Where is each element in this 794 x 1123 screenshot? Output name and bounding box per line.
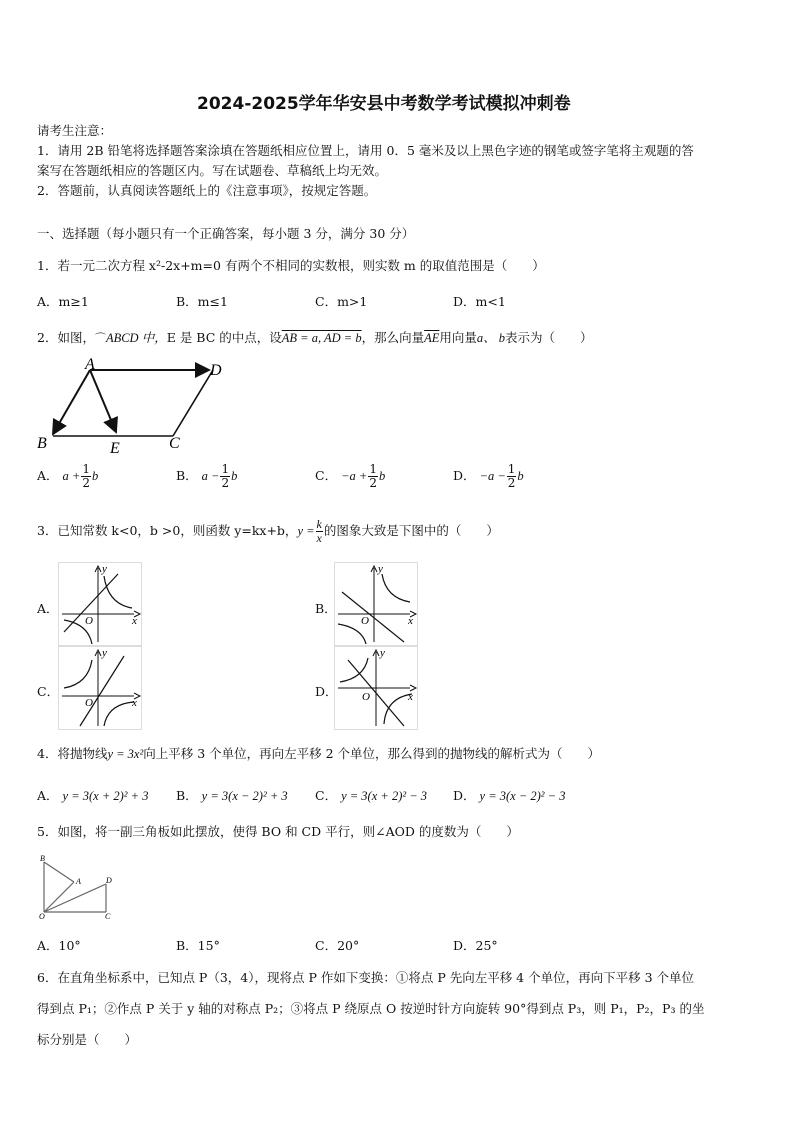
q5-label-o: O: [39, 912, 45, 920]
q5-stem: 5．如图，将一副三角板如此摆放，使得 BO 和 CD 平行，则∠AOD 的度数为（ ）: [37, 824, 519, 839]
q2-parallelogram-figure: [33, 356, 233, 456]
q5-label-d: D: [106, 876, 112, 885]
label-a: A: [85, 356, 95, 373]
q4-stem: [37, 744, 600, 762]
q2-option-a-num: 1: [82, 462, 90, 476]
q5-option-d[interactable]: D．25°: [453, 938, 498, 953]
q2-option-b-den: 2: [221, 476, 230, 490]
q2-option-b-post: b: [231, 469, 238, 483]
q2-stem-part5: 用向量: [439, 330, 477, 345]
q5-label-b: B: [40, 854, 45, 863]
q2-option-a-den: 2: [82, 476, 90, 490]
q4-option-c-label: C．: [315, 788, 338, 803]
q2-option-a-label: A．: [37, 468, 59, 483]
q2-option-d-num: 1: [507, 462, 516, 476]
q5-label-c: C: [105, 912, 111, 920]
q2-stem-part4: ，那么向量: [361, 330, 425, 345]
q3-stem-part1: 3．已知常数 k<0，b >0，则函数 y=kx+b，: [37, 523, 298, 538]
q1-stem: 1．若一元二次方程 x²-2x+m=0 有两个不相同的实数根，则实数 m 的取值范围是（ ）: [37, 258, 545, 273]
q6-line1: 6．在直角坐标系中，已知点 P（3，4），现将点 P 作如下变换：①将点 P 先向左平移 4 个单位，再向下平移 3 个单位: [37, 970, 695, 985]
q3-stem-num: k: [316, 517, 322, 531]
label-b: B: [37, 435, 47, 452]
q2-vector-ae: $\overline{AE}$: [424, 331, 440, 345]
q2-option-d[interactable]: [453, 463, 524, 490]
q2-option-d-post: b: [517, 469, 524, 483]
q3-stem-y: y =: [297, 524, 315, 538]
notice-line1b: 案写在答题纸相应的答题区内。写在试题卷、草稿纸上均无效。: [37, 163, 388, 178]
q2-option-c-den: 2: [369, 476, 377, 490]
q2-option-c[interactable]: [315, 463, 385, 490]
q4-stem-part1: 4．将抛物线: [37, 746, 108, 761]
label-c: C: [169, 435, 180, 452]
notice-heading: 请考生注意：: [37, 123, 113, 138]
q3-c-y-label: y: [102, 647, 107, 659]
q2-stem-part2: ABCD 中，: [105, 331, 167, 345]
q3-d-y-label: y: [380, 647, 385, 659]
q4-option-d-expr: y = 3(x − 2)² − 3: [479, 789, 566, 803]
label-d: D: [210, 362, 222, 379]
q2-option-c-num: 1: [369, 462, 377, 476]
q3-b-origin: O: [361, 615, 369, 627]
q1-option-a[interactable]: A．m≥1: [37, 294, 89, 309]
q3-c-x-label: x: [132, 697, 137, 709]
q4-option-b-label: B．: [176, 788, 198, 803]
q2-option-a-post: b: [91, 469, 99, 483]
q3-option-c[interactable]: C．: [37, 684, 60, 699]
q2-option-d-label: D．: [453, 468, 476, 483]
q5-label-a: A: [76, 877, 81, 886]
q3-option-b[interactable]: B．: [315, 601, 337, 616]
notice-line1a: 1．请用 2B 铅笔将选择题答案涂填在答题纸相应位置上，请用 0．5 毫米及以上黑色字迹的钢笔或签字笔将主观题的答: [37, 143, 694, 158]
q5-option-a[interactable]: A．10°: [37, 938, 81, 953]
q2-stem-part6: 表示为（ ）: [505, 330, 593, 345]
q2-option-b[interactable]: [176, 463, 237, 490]
q1-option-d[interactable]: D．m<1: [453, 294, 506, 309]
notice-line2: 2．答题前，认真阅读答题纸上的《注意事项》，按规定答题。: [37, 183, 377, 198]
q2-option-a-pre: a +: [62, 469, 81, 483]
q2-option-b-num: 1: [221, 462, 230, 476]
q3-d-origin: O: [362, 691, 370, 703]
q2-option-c-label: C．: [315, 468, 338, 483]
q3-b-x-label: x: [408, 615, 413, 627]
q2-option-d-pre: −a −: [479, 469, 506, 483]
q4-option-c[interactable]: [315, 786, 427, 804]
q3-graph-d[interactable]: [334, 646, 418, 730]
q4-option-b-expr: y = 3(x − 2)² + 3: [201, 789, 288, 803]
q6-line3: 标分别是（ ）: [37, 1032, 138, 1047]
q3-stem-part2: 的图象大致是下图中的（ ）: [323, 523, 499, 538]
q3-stem: [37, 518, 499, 545]
section-heading: 一、选择题（每小题只有一个正确答案，每小题 3 分，满分 30 分）: [37, 226, 415, 241]
segment-cd: [173, 370, 213, 436]
q3-graph-b[interactable]: [334, 562, 418, 646]
q3-d-x-label: x: [408, 691, 413, 703]
q5-option-b[interactable]: B．15°: [176, 938, 220, 953]
q4-stem-part2: 向上平移 3 个单位，再向左平移 2 个单位，那么得到的抛物线的解析式为（ ）: [143, 746, 601, 761]
q3-a-x-label: x: [132, 615, 137, 627]
q3-option-d[interactable]: D．: [315, 684, 338, 699]
q2-option-c-pre: −a +: [341, 469, 368, 483]
q4-option-c-expr: y = 3(x + 2)² − 3: [341, 789, 428, 803]
q3-stem-den: x: [316, 531, 322, 545]
q2-option-b-label: B．: [176, 468, 198, 483]
q1-option-b[interactable]: B．m≤1: [176, 294, 228, 309]
q2-stem-part3: E 是 BC 的中点，设: [166, 330, 282, 345]
q4-option-a[interactable]: [37, 786, 149, 804]
q2-stem: 2．如图，⌒ABCD 中，E 是 BC 的中点，设AB = a, AD = b，那么向量$\overline{AE}$用向量a、 b表示为（ ）: [37, 330, 593, 345]
vector-ab: [53, 370, 90, 434]
q3-graph-c[interactable]: [58, 646, 142, 730]
q3-option-a[interactable]: A．: [37, 601, 59, 616]
q6-line2: 得到点 P₁；②作点 P 关于 y 轴的对称点 P₂；③将点 P 绕原点 O 按逆时针方向旋转 90°得到点 P₃，则 P₁，P₂，P₃ 的坐: [37, 1001, 705, 1016]
q3-b-y-label: y: [378, 563, 383, 575]
q2-vectors: AB = a, AD = b: [281, 331, 362, 345]
q4-option-d[interactable]: [453, 786, 566, 804]
q4-option-b[interactable]: [176, 786, 288, 804]
q5-option-c[interactable]: C．20°: [315, 938, 360, 953]
q3-graph-a[interactable]: [58, 562, 142, 646]
page-title: 2024-2025学年华安县中考数学考试模拟冲刺卷: [197, 94, 571, 114]
q3-c-origin: O: [85, 697, 93, 709]
q2-vectors-ab: a、 b: [476, 331, 506, 345]
q4-expression: y = 3x²: [107, 747, 144, 761]
q2-option-a[interactable]: [37, 463, 98, 490]
q2-option-b-pre: a −: [201, 469, 220, 483]
q3-a-y-label: y: [102, 563, 107, 575]
q2-option-d-den: 2: [507, 476, 516, 490]
q4-option-a-label: A．: [37, 788, 59, 803]
vector-ae: [90, 370, 116, 432]
q1-option-c[interactable]: C．m>1: [315, 294, 368, 309]
q4-option-a-expr: y = 3(x + 2)² + 3: [62, 789, 149, 803]
label-e: E: [110, 440, 120, 456]
q3-a-origin: O: [85, 615, 93, 627]
q2-stem-part1: 2．如图，: [37, 330, 95, 345]
q5-triangle-figure: [36, 854, 120, 920]
q4-option-d-label: D．: [453, 788, 476, 803]
q2-option-c-post: b: [378, 469, 386, 483]
